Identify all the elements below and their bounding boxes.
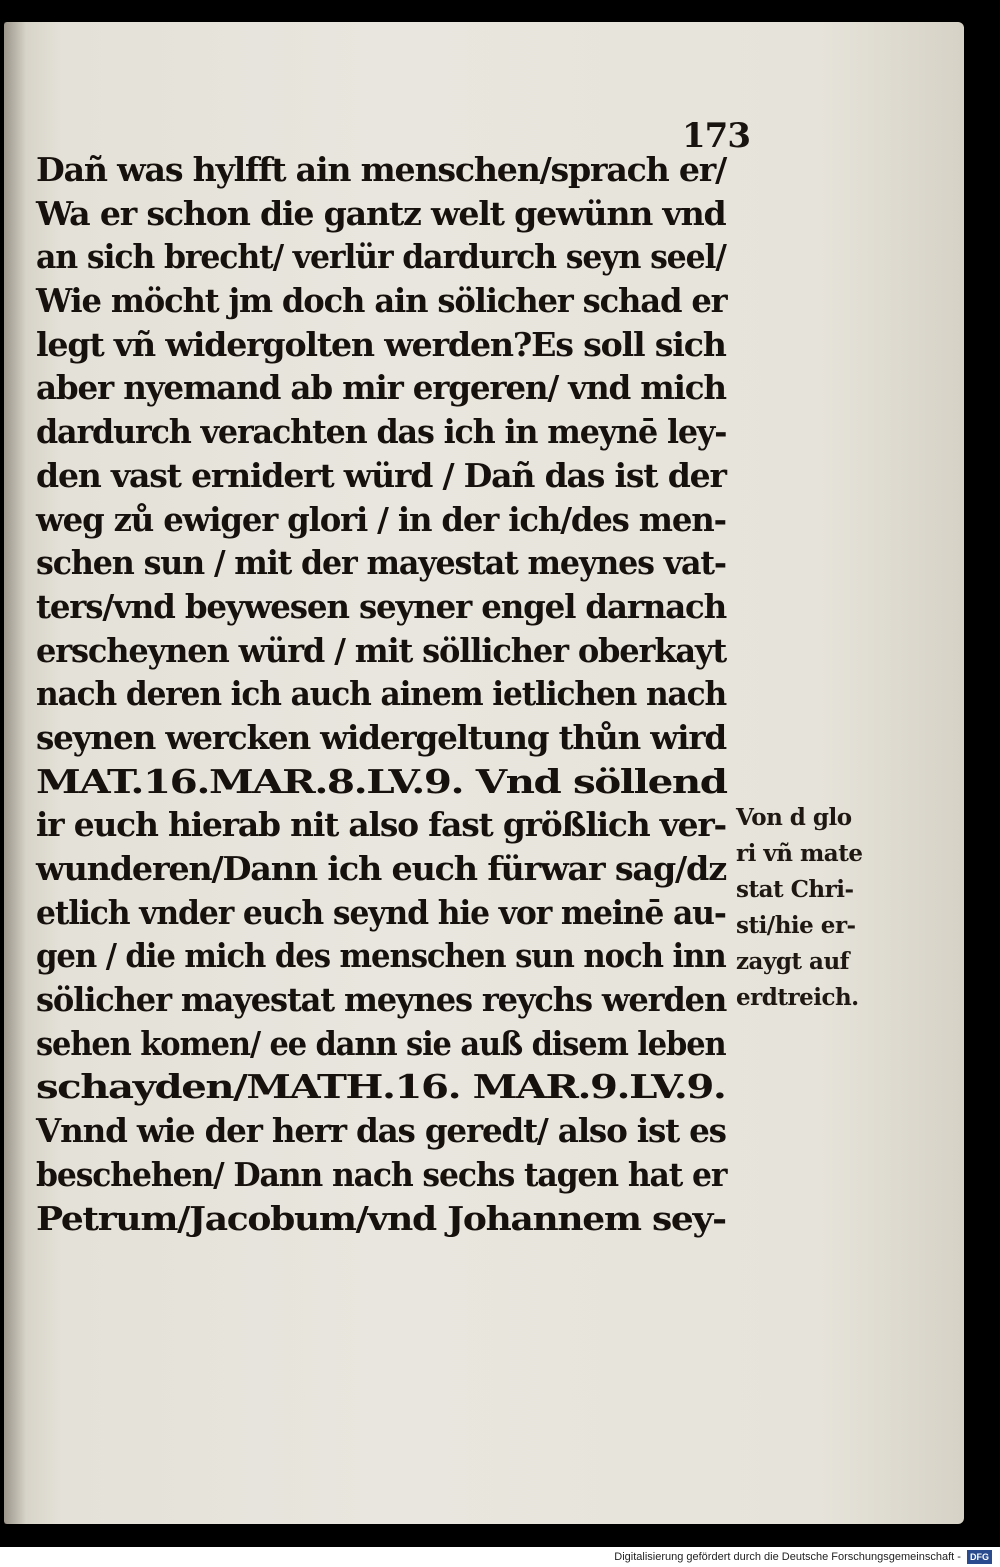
spine-shadow xyxy=(4,22,26,1524)
margin-note-line: erdtreich. xyxy=(736,984,859,1011)
text-line: den vast ernidert würd / Dañ das ist der xyxy=(36,455,726,495)
footer-bar xyxy=(0,1547,1000,1567)
text-line: schen sun / mit der mayestat meynes vat- xyxy=(36,543,726,583)
text-line: legt vñ widergolten werden?Es soll sich xyxy=(36,324,726,364)
text-line: aber nyemand ab mir ergeren/ vnd mich xyxy=(36,368,726,408)
text-line: Wa er schon die gantz welt gewünn vnd xyxy=(36,193,726,233)
funding-credit: Digitalisierung gefördert durch die Deutsche Forschungsgemeinschaft - xyxy=(614,1551,961,1563)
text-line: ters/vnd beywesen seyner engel darnach xyxy=(36,586,727,626)
dfg-logo: DFG xyxy=(967,1550,992,1564)
text-line: ir euch hierab nit also fast größlich ver- xyxy=(36,805,727,845)
text-line: etlich vnder euch seynd hie vor meinē au- xyxy=(36,892,726,932)
text-line: beschehen/ Dann nach sechs tagen hat er xyxy=(36,1154,727,1194)
margin-note-line: stat Chri- xyxy=(736,876,854,903)
text-line: nach deren ich auch ainem ietlichen nach xyxy=(36,674,727,714)
text-line: Petrum/Jacobum/vnd Johannem sey- xyxy=(36,1198,726,1238)
margin-note-line: Von d glo xyxy=(736,804,852,831)
body-text-block xyxy=(36,148,736,1240)
margin-note-line: zaygt auf xyxy=(736,948,850,975)
text-line: Dañ was hylfft ain menschen/sprach er/ xyxy=(36,150,727,189)
text-line: sölicher mayestat meynes reychs werden xyxy=(36,980,727,1020)
text-line: wunderen/Dann ich euch fürwar sag/dz xyxy=(36,849,726,888)
text-line: seynen wercken widergeltung thůn wird xyxy=(36,717,726,757)
text-line: MAT.16.MAR.8.LV.9. Vnd söllend xyxy=(36,761,727,801)
margin-note-line: ri vñ mate xyxy=(736,840,863,867)
text-line: weg zů ewiger glori / in der ich/des men- xyxy=(36,499,726,539)
folio-number: 173 xyxy=(682,116,750,156)
margin-note xyxy=(736,800,886,1016)
text-line: Wie möcht jm doch ain sölicher schad er xyxy=(36,281,727,321)
margin-note-line: sti/hie er- xyxy=(736,912,856,939)
text-line: sehen komen/ ee dann sie auß disem leben xyxy=(36,1023,726,1063)
text-line: Vnnd wie der herr das geredt/ also ist es xyxy=(36,1111,726,1151)
text-line: gen / die mich des menschen sun noch inn xyxy=(36,936,726,976)
text-line: an sich brecht/ verlür dardurch seyn seel/ xyxy=(36,237,726,277)
text-line: erscheynen würd / mit söllicher oberkayt xyxy=(36,630,727,670)
text-line: dardurch verachten das ich in meynē ley- xyxy=(36,412,727,452)
text-line: schayden/MATH.16. MAR.9.LV.9. xyxy=(36,1067,726,1107)
